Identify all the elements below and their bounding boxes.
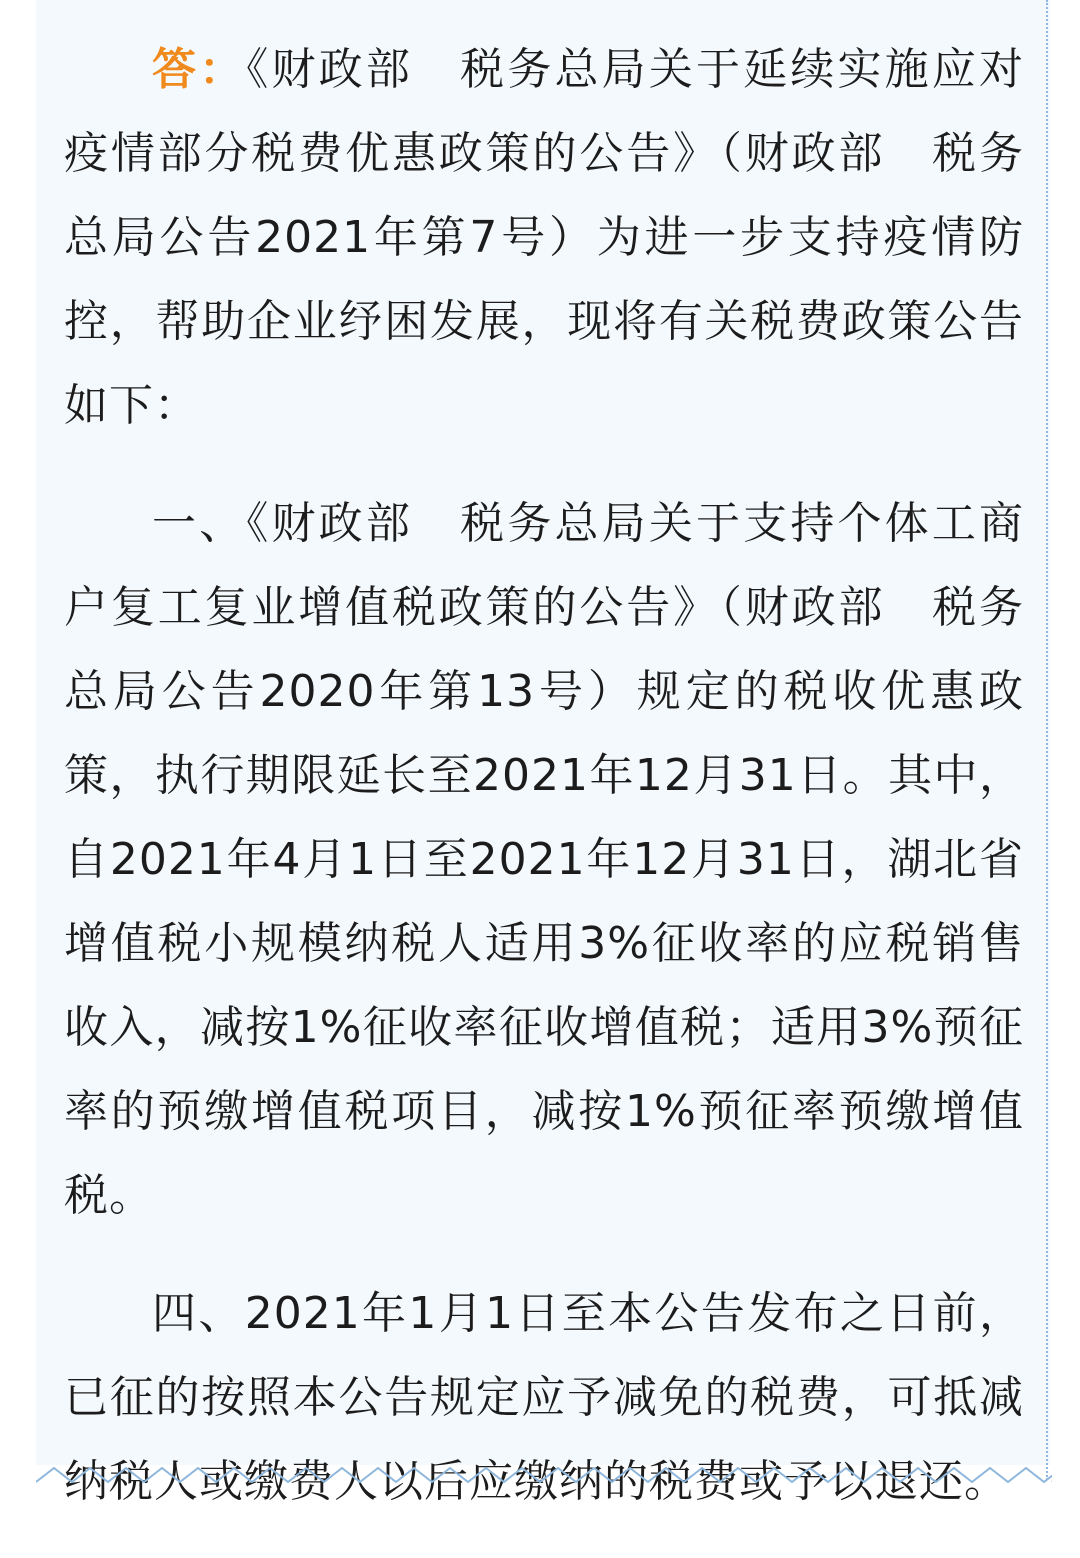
article-body: [64, 28, 1024, 1558]
intro-paragraph: [64, 28, 1024, 448]
dotted-border-right: [1046, 0, 1048, 1480]
wave-border-decoration: [36, 1456, 1052, 1492]
intro-text: 《财政部 税务总局关于延续实施应对疫情部分税费优惠政策的公告》（财政部 税务总局公告2021年第7号）为进一步支持疫情防控，帮助企业纾困发展，现将有关税费政策公告如下：: [64, 44, 1025, 431]
answer-label: 答：: [152, 44, 247, 95]
item-four-paragraph: 四、2021年1月1日至本公告发布之日前，已征的按照本公告规定应予减免的税费，可抵减纳税人或缴费人以后应缴纳的税费或予以退还。: [64, 1288, 1024, 1507]
item-one-paragraph: 一、《财政部 税务总局关于支持个体工商户复工复业增值税政策的公告》（财政部 税务总局公告2020年第13号）规定的税收优惠政策，执行期限延长至2021年12月31日。其中，自2021年4月1日至2021年12月31日，湖北省增值税小规模纳税人适用3%征收率的应税销售收入，减按1%征收率征收增值税；适用3%预征率的预缴增值税项目，减按1%预征率预缴增值税。: [64, 498, 1024, 1221]
